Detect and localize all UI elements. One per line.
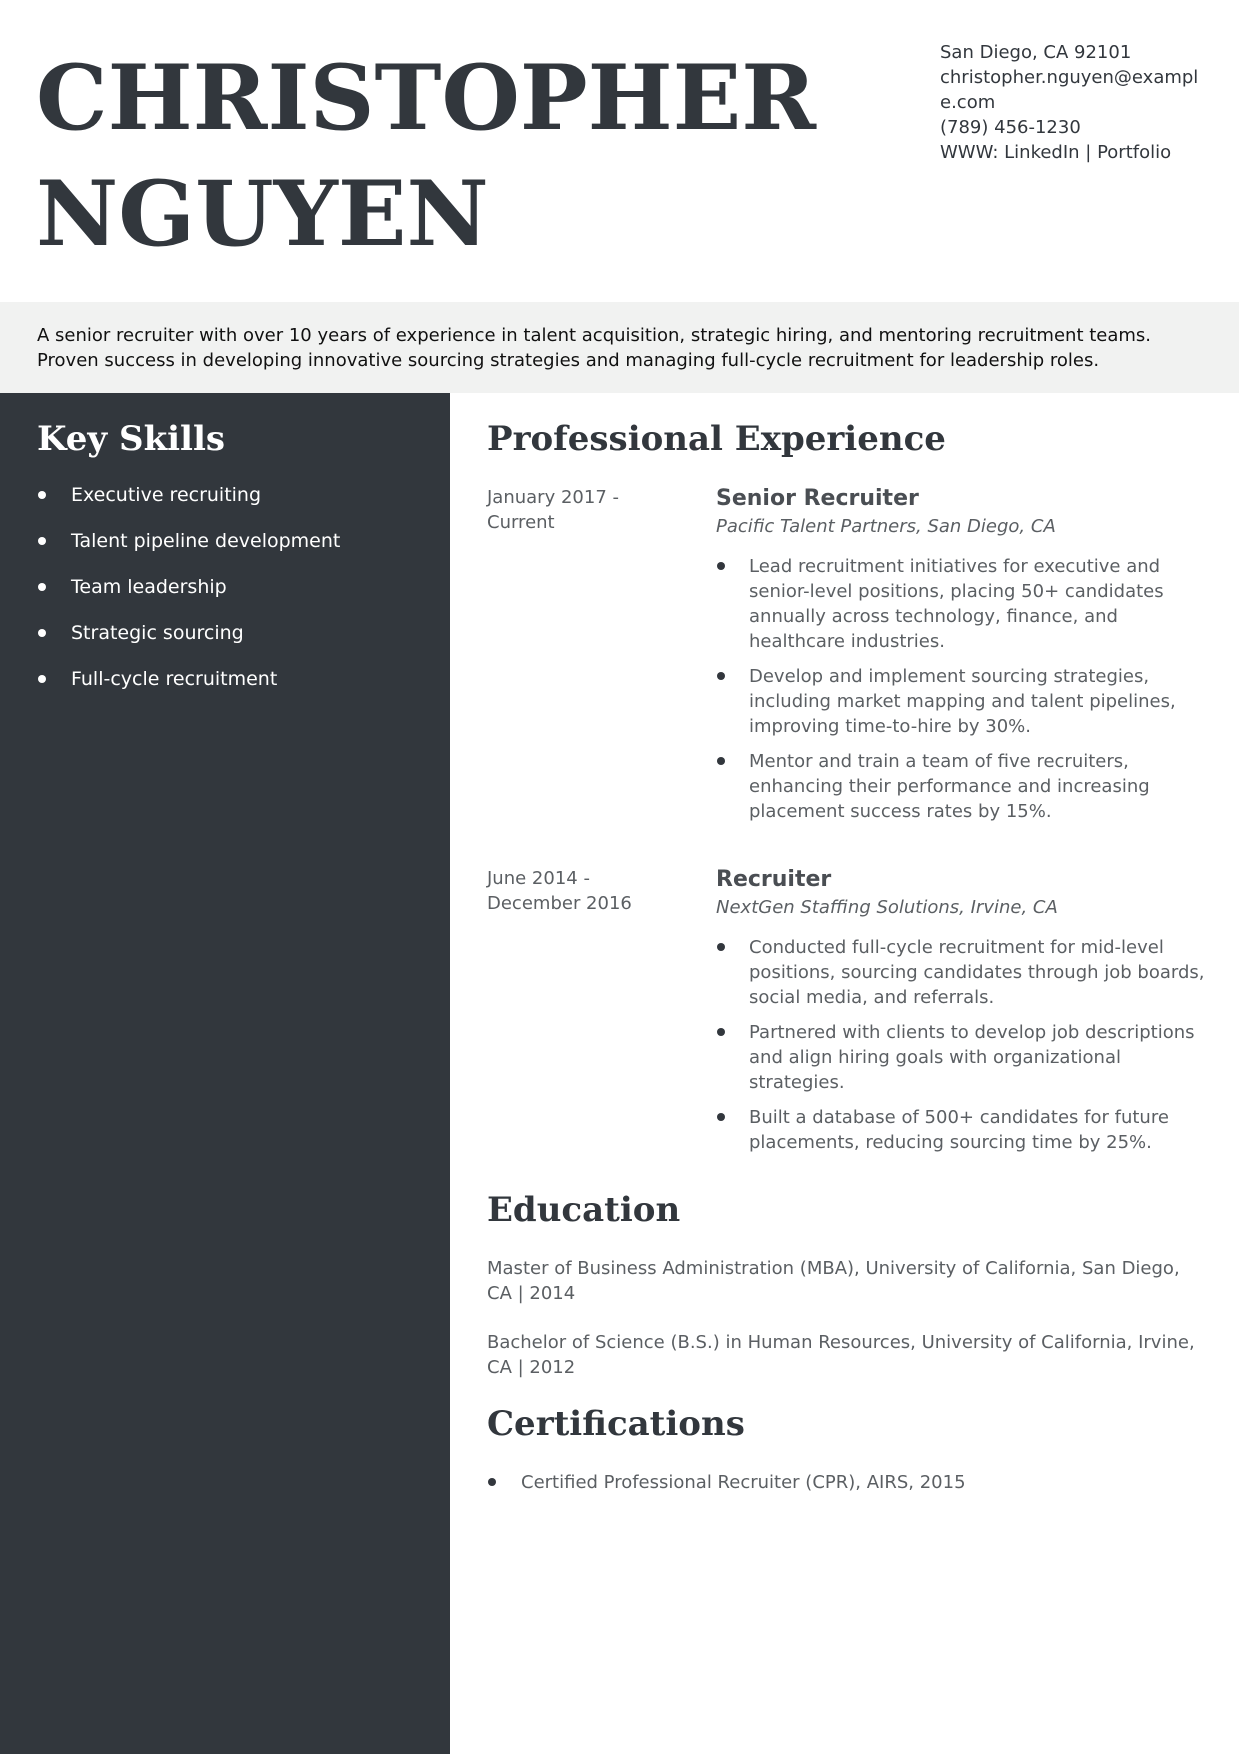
bullet-icon — [717, 562, 725, 570]
duty-text: Built a database of 500+ candidates for future placements, reducing sourcing time by 25%. — [749, 1107, 1169, 1153]
resume-header — [0, 0, 1239, 302]
bullet-icon — [488, 1478, 496, 1486]
contact-email: christopher.nguyen@example.com — [940, 67, 1199, 113]
duty-item — [716, 664, 1207, 739]
skill-label: Strategic sourcing — [71, 622, 244, 644]
certifications-heading: Certifications — [487, 1404, 745, 1444]
skills-list — [37, 483, 340, 713]
duty-text: Mentor and train a team of five recruiters, enhancing their performance and increasing placement success rates by 15%. — [749, 751, 1150, 822]
duty-item — [716, 1020, 1207, 1095]
contact-block — [940, 40, 1200, 165]
job-company: NextGen Staffing Solutions, Irvine, CA — [716, 897, 1058, 918]
duty-item — [716, 935, 1207, 1010]
skill-item — [37, 621, 340, 667]
bullet-icon — [717, 1028, 725, 1036]
skill-label: Talent pipeline development — [71, 530, 341, 552]
job-dates: June 2014 - December 2016 — [487, 868, 632, 914]
skill-label: Executive recruiting — [71, 484, 262, 506]
duty-item — [716, 1105, 1207, 1155]
bullet-icon — [38, 537, 46, 545]
duty-text: Conducted full-cycle recruitment for mid-level positions, sourcing candidates through job boards, social media, and referrals. — [749, 937, 1205, 1008]
summary-band — [0, 302, 1239, 393]
candidate-name — [36, 40, 896, 272]
bullet-icon — [38, 629, 46, 637]
contact-phone: (789) 456-1230 — [940, 117, 1081, 138]
job-dates: January 2017 - Current — [487, 487, 619, 533]
duty-text: Partnered with clients to develop job descriptions and align hiring goals with organizational strategies. — [749, 1022, 1195, 1093]
certification-item — [487, 1470, 1207, 1495]
duty-item — [716, 554, 1207, 654]
duties-list — [716, 554, 1207, 824]
bullet-icon — [38, 583, 46, 591]
skill-item — [37, 529, 340, 575]
education-entry: Bachelor of Science (B.S.) in Human Resources, University of California, Irvine, CA | 2012 — [487, 1332, 1195, 1378]
contact-location: San Diego, CA 92101 — [940, 42, 1132, 63]
job-title: Recruiter — [716, 867, 832, 892]
skill-item — [37, 575, 340, 621]
last-name: NGUYEN — [36, 161, 489, 267]
duties-list — [716, 935, 1207, 1155]
bullet-icon — [38, 491, 46, 499]
bullet-icon — [38, 675, 46, 683]
contact-links: WWW: LinkedIn | Portfolio — [940, 142, 1172, 163]
bullet-icon — [717, 943, 725, 951]
job-company: Pacific Talent Partners, San Diego, CA — [716, 516, 1056, 537]
experience-heading: Professional Experience — [487, 419, 946, 459]
education-entry: Master of Business Administration (MBA), University of California, San Diego, CA | 2014 — [487, 1258, 1180, 1304]
duty-item — [716, 749, 1207, 824]
skill-item — [37, 667, 340, 713]
skill-label: Full-cycle recruitment — [71, 668, 278, 690]
job-body — [716, 866, 1207, 1165]
main-column — [487, 393, 1207, 1754]
bullet-icon — [717, 672, 725, 680]
first-name: CHRISTOPHER — [36, 45, 817, 151]
certifications-list — [487, 1470, 1207, 1495]
bullet-icon — [717, 757, 725, 765]
summary-text: A senior recruiter with over 10 years of experience in talent acquisition, strategic hiring, and mentoring recruitment teams. Proven success in developing innovative sourcing strategies and managing full-cycle recruitment for leadership roles. — [37, 325, 1152, 371]
skills-heading: Key Skills — [37, 419, 226, 459]
job-body — [716, 485, 1207, 834]
bullet-icon — [717, 1113, 725, 1121]
certification-text: Certified Professional Recruiter (CPR), AIRS, 2015 — [521, 1472, 966, 1493]
sidebar — [0, 393, 450, 1754]
education-heading: Education — [487, 1190, 681, 1230]
job-title: Senior Recruiter — [716, 486, 919, 511]
duty-text: Develop and implement sourcing strategies, including market mapping and talent pipelines, improving time-to-hire by 30%. — [749, 666, 1176, 737]
skill-label: Team leadership — [71, 576, 227, 598]
duty-text: Lead recruitment initiatives for executive and senior-level positions, placing 50+ candidates annually across technology, finance, and healthcare industries. — [749, 556, 1164, 652]
skill-item — [37, 483, 340, 529]
